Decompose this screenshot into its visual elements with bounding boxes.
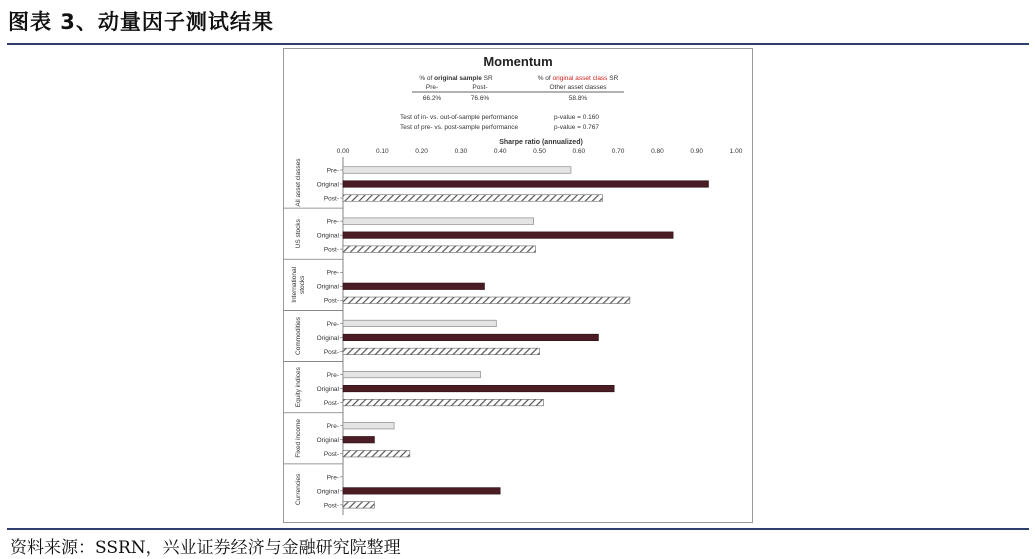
x-tick-label: 0.30 [454,148,468,155]
x-tick-label: 0.60 [572,148,586,155]
group-label: Internationalstocks [291,266,306,303]
source-note: 资料来源：SSRN，兴业证券经济与金融研究院整理 [10,538,401,558]
summary-val-post: 76.6% [470,95,490,102]
x-tick-label: 1.00 [729,148,743,155]
bar-label: Post- [323,451,339,459]
top-rule [7,43,1029,45]
group-label: Equity indices [295,367,302,408]
bar-label: Original [316,488,339,496]
bar-label: Original [316,334,339,342]
bar-original [343,385,614,392]
bottom-rule [7,528,1029,530]
x-tick-label: 0.10 [375,148,389,155]
bar-label: Post- [323,195,339,203]
test2-value: p-value = 0.767 [554,124,599,131]
test1-label: Test of in- vs. out-of-sample performance [400,114,519,121]
bar-label: Pre- [326,167,339,175]
bar-label: Post- [323,502,339,510]
group-label: Currencies [295,473,302,506]
x-tick-label: 0.40 [493,148,507,155]
summary-col2-header: % of original asset class SR [537,75,619,82]
bar-original [343,436,374,443]
x-tick-label: 0.70 [611,148,625,155]
summary-sub-post: Post- [472,84,488,91]
bar-label: Post- [323,348,339,356]
bar-original [343,334,598,341]
x-tick-label: 0.90 [690,148,704,155]
bar-label: Original [316,385,339,393]
bar-label: Pre- [326,218,339,226]
bar-original [343,181,708,188]
group-label: Commodities [295,317,302,355]
bar-pre [343,320,496,327]
test2-label: Test of pre- vs. post-sample performance [400,124,519,131]
bar-original [343,488,500,495]
group-label: All asset classes [295,158,302,207]
bar-label: Original [316,437,339,445]
bar-post [343,297,630,304]
bar-post [343,348,540,355]
bar-label: Original [316,283,339,291]
bar-post [343,502,374,509]
x-axis-label: Sharpe ratio (annualized) [499,139,583,146]
bar-original [343,283,484,290]
bar-post [343,450,410,457]
summary-sub-other: Other asset classes [549,84,607,91]
bar-label: Pre- [326,371,339,379]
summary-val-other: 58.8% [568,95,588,102]
bar-label: Post- [323,297,339,305]
bar-pre [343,371,481,378]
bar-post [343,399,543,406]
bar-label: Original [316,181,339,189]
bar-label: Pre- [326,474,339,482]
bar-label: Post- [323,246,339,254]
bar-pre [343,167,571,174]
bar-label: Pre- [326,269,339,277]
bar-post [343,246,536,253]
bar-pre [343,218,534,225]
summary-val-pre: 66.2% [422,95,442,102]
x-tick-label: 0.00 [336,148,350,155]
figure-title: 图表 3、动量因子测试结果 [8,10,274,34]
group-label: US stocks [295,219,302,249]
x-tick-label: 0.20 [415,148,428,155]
bar-post [343,195,602,202]
bar-label: Post- [323,399,339,407]
bar-label: Original [316,232,339,240]
bar-label: Pre- [326,423,339,431]
summary-sub-pre: Pre- [425,84,439,91]
x-tick-label: 0.80 [651,148,664,155]
momentum-chart [284,49,752,522]
chart-title: Momentum [483,54,553,69]
group-label: Fixed income [295,418,302,458]
chart-frame [283,48,753,523]
bar-original [343,232,673,239]
x-tick-label: 0.50 [533,148,546,155]
summary-col1-header: % of original sample SR [419,75,493,82]
bar-label: Pre- [326,320,339,328]
test1-value: p-value = 0.160 [554,114,599,121]
bar-pre [343,422,394,429]
